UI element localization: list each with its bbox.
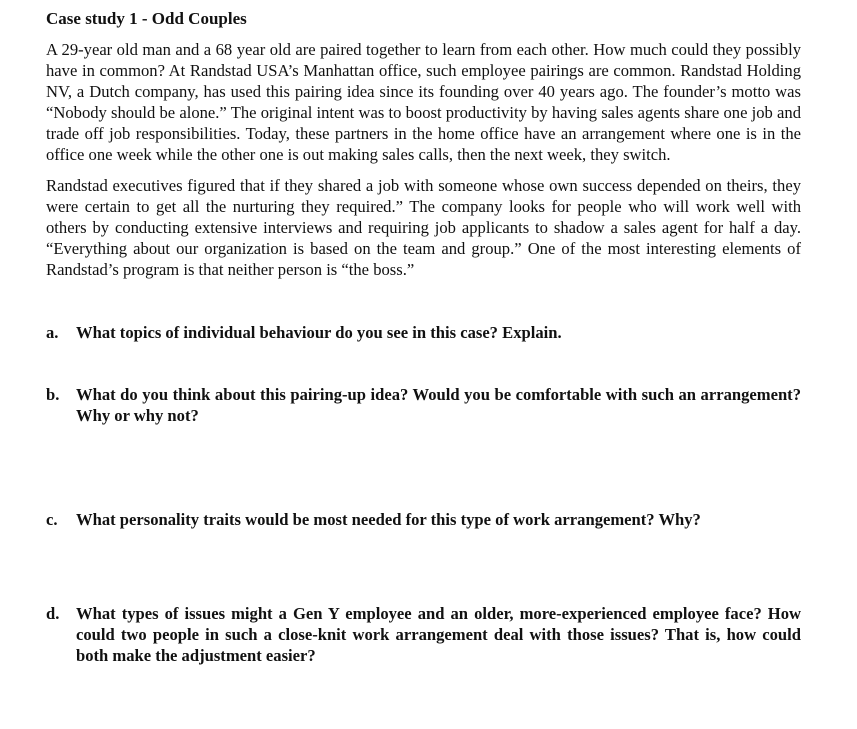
question-text: What topics of individual behaviour do you see in this case? Explain. — [76, 323, 562, 342]
question-b — [46, 384, 801, 426]
case-paragraph-1: A 29-year old man and a 68 year old are paired together to learn from each other. How much could they possibly have in common? At Randstad USA’s Manhattan office, such employee pairings are common. Randstad Holding NV, a Dutch company, has used this pairing idea since its founding over 40 years ago. The founder’s motto was “Nobody should be alone.” The original intent was to boost productivity by having sales agents share one job and trade off job responsibilities. Today, these partners in the home office have an arrangement where one is in the office one week while the other one is out making sales calls, then the next week, they switch. — [46, 40, 801, 164]
question-letter: a. — [46, 323, 59, 342]
document-page — [46, 8, 801, 666]
question-d — [46, 603, 801, 666]
question-letter: d. — [46, 604, 60, 623]
case-paragraph-2: Randstad executives figured that if they shared a job with someone whose own success depended on theirs, they were certain to get all the nurturing they required.” The company looks for people who will work well with others by conducting extensive interviews and requiring job applicants to shadow a sales agent for half a day. “Everything about our organization is based on the team and group.” One of the most interesting elements of Randstad’s program is that neither person is “the boss.” — [46, 176, 801, 279]
question-text: What personality traits would be most needed for this type of work arrangement? Why? — [76, 510, 701, 529]
page-title: Case study 1 - Odd Couples — [46, 9, 247, 28]
question-c — [46, 509, 801, 530]
question-list — [46, 322, 801, 666]
question-letter: c. — [46, 510, 58, 529]
question-text: What types of issues might a Gen Y employee and an older, more-experienced employee face? How could two people in such a close-knit work arrangement deal with those issues? That is, how could both make the adjustment easier? — [76, 604, 801, 665]
question-a — [46, 322, 801, 343]
question-text: What do you think about this pairing-up idea? Would you be comfortable with such an arrangement? Why or why not? — [76, 385, 801, 425]
question-letter: b. — [46, 385, 60, 404]
